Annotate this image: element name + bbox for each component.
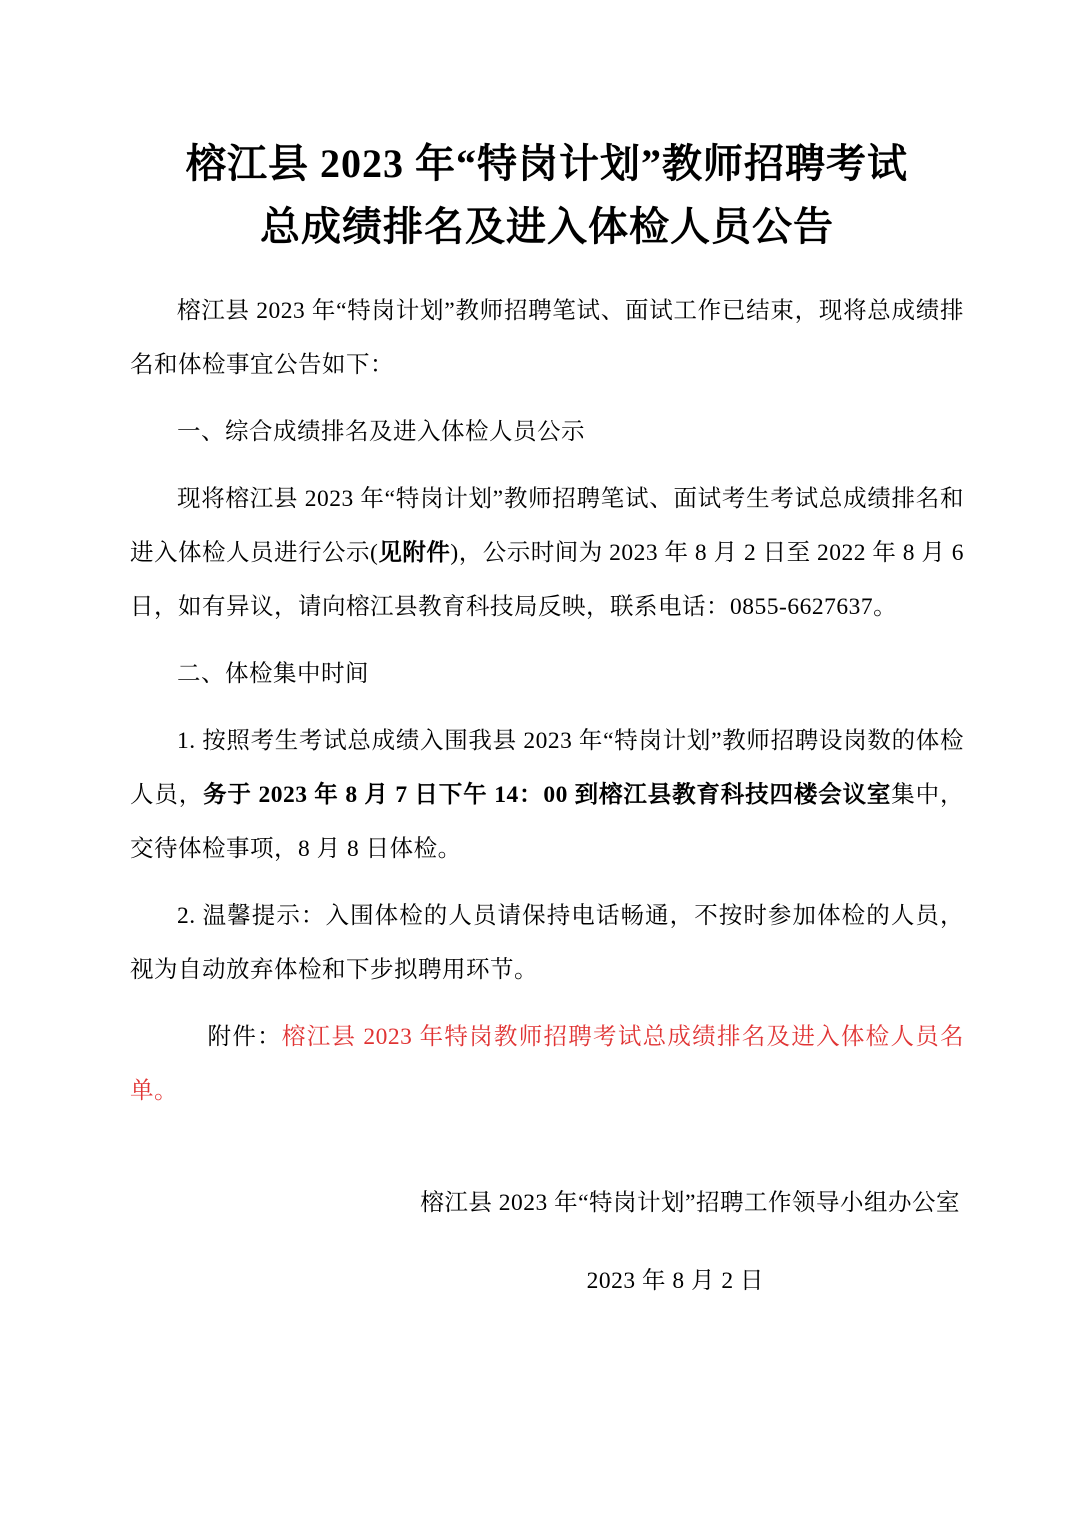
section-1-text-pre: 现将榕江县 2023 年“特岗计划”教师招聘笔试、面试考生考试总成绩排名和进入体检人员进行公示( xyxy=(130,486,964,566)
attachment-paragraph xyxy=(130,1010,964,1118)
attachment-title-red-text: 榕江县 2023 年特岗教师招聘考试总成绩排名及进入体检人员名单。 xyxy=(130,1024,965,1104)
document-title xyxy=(130,132,964,258)
section-2-item-1-post: 集中，交待体检事项，8 月 8 日体检。 xyxy=(130,782,965,862)
section-1-text-bold-attachment-ref: 见附件 xyxy=(378,540,451,566)
section-2-heading xyxy=(130,647,964,701)
section-2-heading-text: 二、体检集中时间 xyxy=(177,661,369,687)
document-title-line-2: 总成绩排名及进入体检人员公告 xyxy=(260,204,834,249)
section-2-item-2-text: 2. 温馨提示：入围体检的人员请保持电话畅通，不按时参加体检的人员，视为自动放弃体检和下步拟聘用环节。 xyxy=(130,903,964,983)
section-2-item-1 xyxy=(130,714,964,876)
section-1-text-post: )，公示时间为 2023 年 8 月 2 日至 2022 年 8 月 6 日，如有异议，请向榕江县教育科技局反映，联系电话：0855-6627637。 xyxy=(130,540,965,620)
issuing-office-signature: 榕江县 2023 年“特岗计划”招聘工作领导小组办公室 xyxy=(420,1190,960,1216)
issue-date: 2023 年 8 月 2 日 xyxy=(586,1268,764,1294)
section-1-heading-text: 一、综合成绩排名及进入体检人员公示 xyxy=(177,419,585,445)
section-2-item-1-pre: 1. 按照考生考试总成绩入围我县 2023 年“特岗计划”教师招聘设岗数的体检人员， xyxy=(130,728,964,808)
intro-paragraph xyxy=(130,284,964,392)
section-1-heading xyxy=(130,405,964,459)
document-title-line-1: 榕江县 2023 年“特岗计划”教师招聘考试 xyxy=(186,141,908,186)
section-2-item-2 xyxy=(130,889,964,997)
section-1-paragraph xyxy=(130,472,964,634)
section-2-item-1-bold-meeting-time: 务于 2023 年 8 月 7 日下午 14：00 到榕江县教育科技四楼会议室 xyxy=(203,782,892,808)
document-footer xyxy=(130,1176,964,1308)
intro-paragraph-text: 榕江县 2023 年“特岗计划”教师招聘笔试、面试工作已结束，现将总成绩排名和体检事宜公告如下： xyxy=(130,298,964,378)
document-body xyxy=(130,284,964,1118)
attachment-label: 附件： xyxy=(207,1024,282,1050)
